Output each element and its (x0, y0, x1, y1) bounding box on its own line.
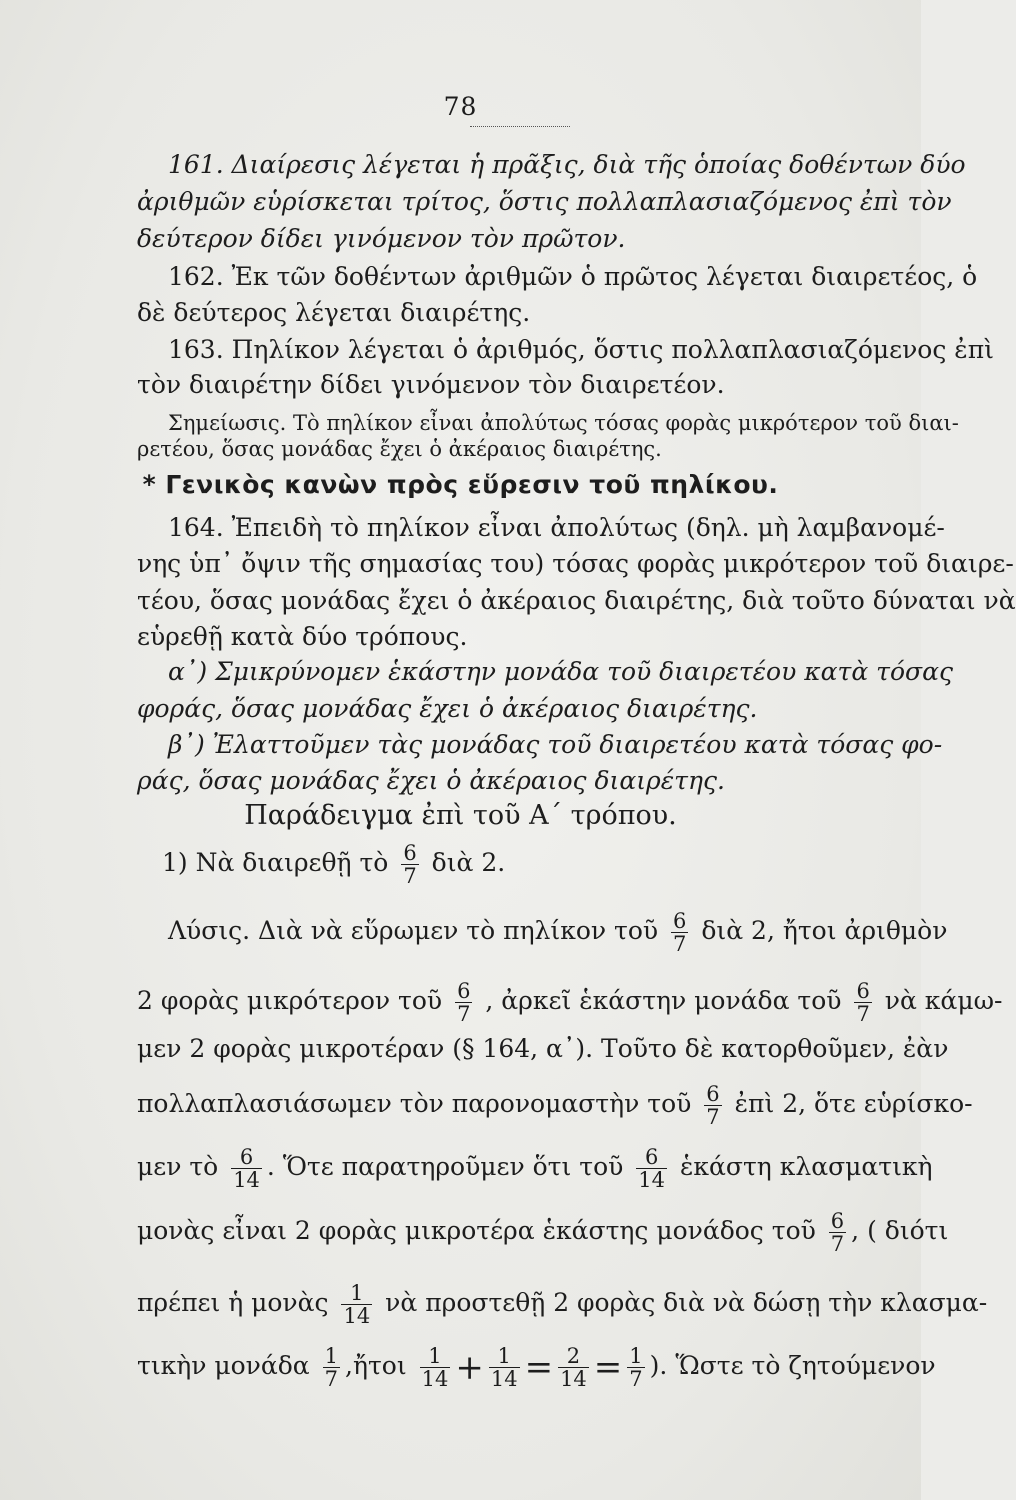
example-text: πολλαπλασιάσωμεν τὸν παρονομαστὴν τοῦ (137, 1089, 692, 1119)
definition-161-line-3: δεύτερον δίδει γινόμενον τὸν πρῶτον. (137, 224, 626, 253)
fraction-one-fourteenth: $\frac{1}{14}$ (343, 1281, 371, 1329)
example-text: διὰ 2. (431, 848, 506, 878)
definition-162-line-2: δὲ δεύτερος λέγεται διαιρέτης. (137, 298, 531, 327)
definition-162-line-1: 162. Ἐκ τῶν δοθέντων ἀριθμῶν ὁ πρῶτος λέγεται διαιρετέος, ὁ (168, 262, 978, 291)
example-text: , ἀρκεῖ ἑκάστην μονάδα τοῦ (485, 986, 842, 1016)
fraction-six-sevenths: $\frac{6}{7}$ (457, 979, 471, 1027)
example-text: νὰ κάμω- (884, 986, 1003, 1016)
rule-164-line-2: νης ὑπ᾽ ὄψιν τῆς σημασίας του) τόσας φορὰς μικρότερον τοῦ διαιρε- (137, 549, 1014, 578)
note-line-2: ρετέου, ὅσας μονάδας ἔχει ὁ ἀκέραιος διαιρέτης. (137, 437, 662, 461)
example-text: διὰ 2, ἤτοι ἀριθμὸν (701, 916, 948, 946)
fraction-six-sevenths: $\frac{6}{7}$ (706, 1082, 720, 1130)
rule-164-line-1: 164. Ἐπειδὴ τὸ πηλίκον εἶναι ἀπολύτως (δηλ. μὴ λαμβανομέ- (168, 513, 945, 542)
definition-163-line-2: τὸν διαιρέτην δίδει γινόμενον τὸν διαιρετέον. (137, 370, 725, 399)
example-text: ). (649, 1351, 668, 1381)
page-number-rule (470, 126, 570, 127)
example-text: . Ὅτε παρατηροῦμεν ὅτι τοῦ (266, 1152, 624, 1182)
fraction-six-sevenths: $\frac{6}{7}$ (403, 841, 417, 889)
example-text: νὰ προστεθῇ 2 φορὰς διὰ νὰ δώσῃ τὴν κλασμα- (385, 1288, 988, 1318)
fraction-one-fourteenth: $\frac{1}{14}$ (421, 1344, 449, 1392)
equals-sign: = (593, 1347, 623, 1388)
example-line-4: μεν 2 φορὰς μικροτέραν (§ 164, α᾽). Τοῦτο δὲ κατορθοῦμεν, ἐὰν (137, 1034, 949, 1063)
page-number: 78 (443, 92, 478, 121)
fraction-one-fourteenth: $\frac{1}{14}$ (490, 1344, 518, 1392)
fraction-six-sevenths: $\frac{6}{7}$ (673, 909, 687, 957)
example-line-2 (168, 910, 947, 955)
fraction-six-fourteenths: $\frac{6}{14}$ (638, 1145, 666, 1193)
fraction-six-fourteenths: $\frac{6}{14}$ (233, 1145, 260, 1193)
example-text: , ( (851, 1216, 877, 1246)
method-a-line-1: α᾽) Σμικρύνομεν ἑκάστην μονάδα τοῦ διαιρετέου κατὰ τόσας (168, 657, 954, 686)
definition-163-line-1: 163. Πηλίκον λέγεται ὁ ἀριθμός, ὅστις πολλαπλασιαζόμενος ἐπὶ (168, 335, 994, 364)
definition-161-line-1: 161. Διαίρεσις λέγεται ἡ πρᾶξις, διὰ τῆς ὁποίας δοθέντων δύο (168, 150, 966, 179)
plus-sign: + (455, 1347, 484, 1388)
fraction-one-seventh: $\frac{1}{7}$ (324, 1344, 339, 1392)
example-line-3 (137, 980, 1002, 1025)
example-text: Λύσις. Διὰ νὰ εὕρωμεν τὸ πηλίκον τοῦ (168, 916, 659, 946)
rule-164-line-3: τέου, ὅσας μονάδας ἔχει ὁ ἀκέραιος διαιρέτης, διὰ τοῦτο δύναται νὰ (137, 586, 1016, 615)
example-text: τικὴν μονάδα (137, 1351, 310, 1381)
note-line-1: Σημείωσις. Τὸ πηλίκον εἶναι ἀπολύτως τόσας φορὰς μικρότερον τοῦ διαι- (168, 411, 959, 435)
example-text: διότι (884, 1216, 949, 1246)
example-text: 2 φορὰς μικρότερον τοῦ (137, 986, 443, 1016)
example-text: Ὥστε τὸ ζητούμενον (675, 1351, 936, 1381)
example-line-5 (137, 1083, 973, 1128)
fraction-six-sevenths: $\frac{6}{7}$ (830, 1209, 845, 1257)
example-text: ἑκάστη κλασματικὴ (679, 1152, 933, 1182)
example-line-8 (137, 1282, 987, 1327)
section-heading: * Γενικὸς κανὼν πρὸς εὕρεσιν τοῦ πηλίκου. (142, 470, 779, 499)
example-line-6 (137, 1146, 933, 1191)
example-text: 1) Νὰ διαιρεθῇ τὸ (162, 848, 389, 878)
method-b-line-2: ράς, ὅσας μονάδας ἔχει ὁ ἀκέραιος διαιρέτης. (137, 766, 725, 795)
fraction-one-seventh: $\frac{1}{7}$ (629, 1344, 643, 1392)
example-text: ἐπὶ 2, ὅτε εὑρίσκο- (734, 1089, 973, 1119)
equals-sign: = (524, 1347, 554, 1388)
method-b-line-1: β᾽) Ἐλαττοῦμεν τὰς μονάδας τοῦ διαιρετέου κατὰ τόσας φο- (168, 730, 943, 759)
example-line-1 (162, 842, 505, 887)
definition-161-line-2: ἀριθμῶν εὑρίσκεται τρίτος, ὅστις πολλαπλασιαζόμενος ἐπὶ τὸν (137, 187, 952, 216)
example-heading: Παράδειγμα ἐπὶ τοῦ Α΄ τρόπου. (244, 800, 677, 831)
example-line-9 (137, 1345, 936, 1390)
example-text: μονὰς εἶναι 2 φορὰς μικροτέρα ἑκάστης μονάδος τοῦ (137, 1216, 816, 1246)
fraction-two-fourteenths: $\frac{2}{14}$ (560, 1344, 587, 1392)
example-text: μεν τὸ (137, 1152, 219, 1182)
method-a-line-2: φοράς, ὅσας μονάδας ἔχει ὁ ἀκέραιος διαιρέτης. (137, 694, 758, 723)
example-text: πρέπει ἡ μονὰς (137, 1288, 329, 1318)
example-line-7 (137, 1210, 948, 1255)
rule-164-line-4: εὑρεθῇ κατὰ δύο τρόπους. (137, 622, 468, 651)
example-text: ,ἤτοι (345, 1351, 407, 1381)
fraction-six-sevenths: $\frac{6}{7}$ (856, 979, 870, 1027)
